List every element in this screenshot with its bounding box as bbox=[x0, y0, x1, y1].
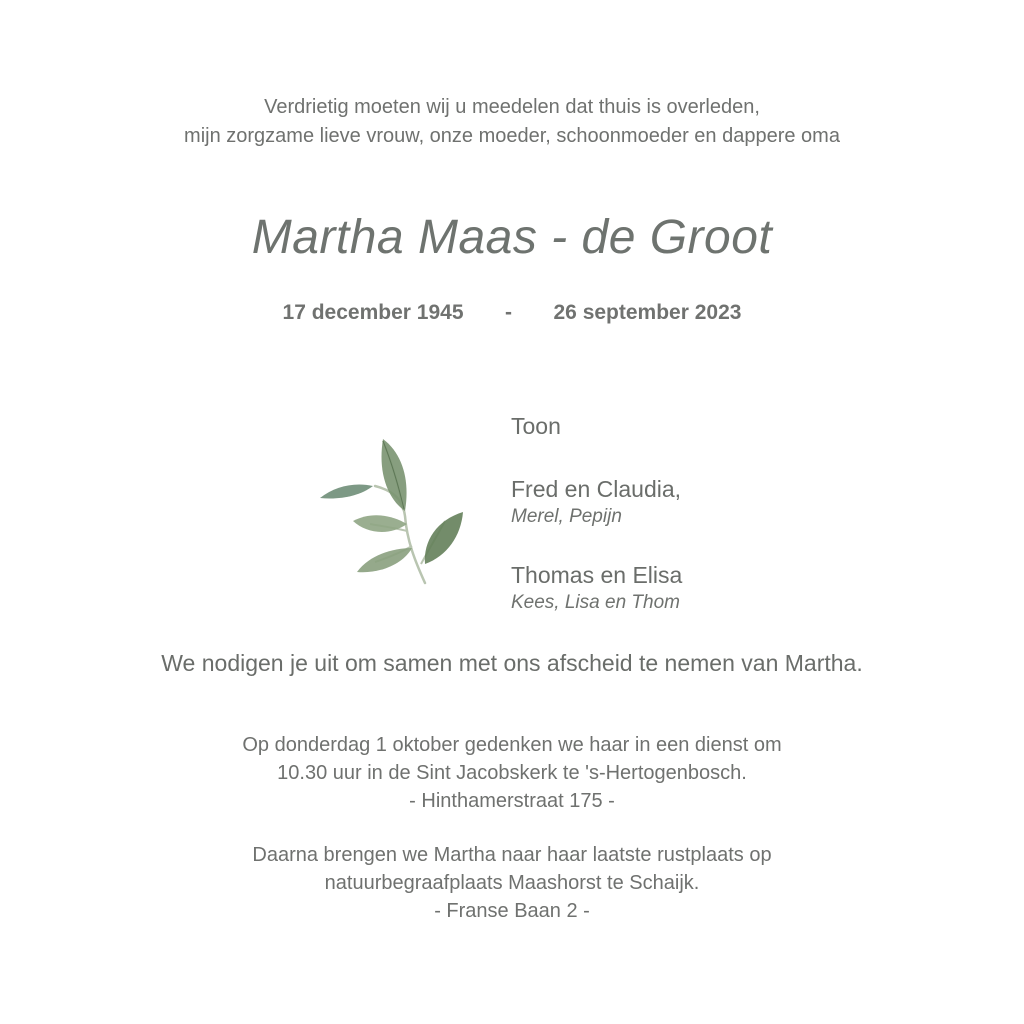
birth-date: 17 december 1945 bbox=[282, 301, 464, 324]
intro-line-2: mijn zorgzame lieve vrouw, onze moeder, schoonmoeder en dappere oma bbox=[184, 125, 840, 147]
family-partner: Toon bbox=[511, 413, 561, 439]
family-child-2: Thomas en Elisa bbox=[511, 562, 683, 588]
death-date: 26 september 2023 bbox=[553, 301, 742, 324]
family-list bbox=[511, 411, 682, 616]
family-grandchildren-1: Merel, Pepijn bbox=[511, 506, 622, 527]
burial-details bbox=[0, 841, 1024, 925]
date-separator: - bbox=[505, 301, 512, 324]
service-details bbox=[0, 731, 1024, 815]
service-line-2: 10.30 uur in de Sint Jacobskerk te 's-Hertogenbosch. bbox=[277, 762, 747, 784]
leaf-sprig-icon bbox=[315, 436, 465, 586]
invitation-text: We nodigen je uit om samen met ons afscheid te nemen van Martha. bbox=[161, 650, 863, 676]
intro-text bbox=[0, 93, 1024, 151]
burial-line-2: natuurbegraafplaats Maashorst te Schaijk. bbox=[324, 872, 700, 894]
burial-line-1: Daarna brengen we Martha naar haar laatste rustplaats op bbox=[252, 844, 772, 866]
family-grandchildren-2: Kees, Lisa en Thom bbox=[511, 592, 680, 613]
deceased-name: Martha Maas - de Groot bbox=[251, 211, 773, 264]
intro-line-1: Verdrietig moeten wij u meedelen dat thuis is overleden, bbox=[264, 96, 760, 118]
burial-address: - Franse Baan 2 - bbox=[434, 900, 590, 922]
service-address: - Hinthamerstraat 175 - bbox=[409, 790, 615, 812]
service-line-1: Op donderdag 1 oktober gedenken we haar in een dienst om bbox=[242, 734, 782, 756]
family-child-1: Fred en Claudia, bbox=[511, 476, 682, 502]
life-dates bbox=[0, 301, 1024, 325]
